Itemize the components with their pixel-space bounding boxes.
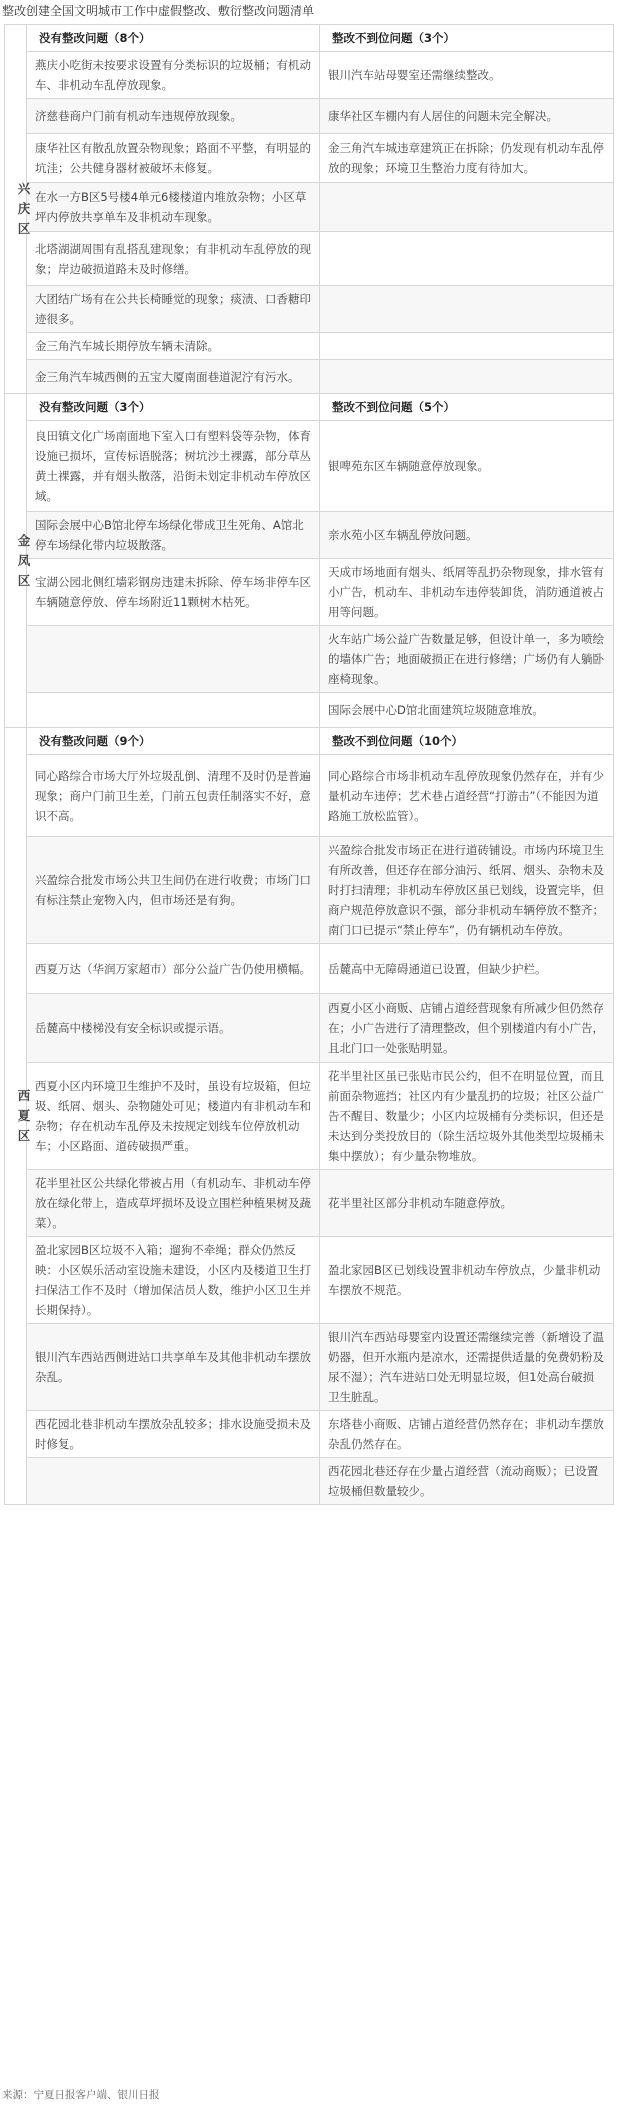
incomplete-issue-cell (320, 360, 614, 394)
incomplete-issue-cell: 岳麓高中无障碍通道已设置，但缺少护栏。 (320, 944, 614, 994)
table-row (5, 994, 614, 1063)
district-label: 金凤区 (17, 532, 31, 588)
unrectified-issue-cell: 金三角汽车城长期停放车辆未清除。 (27, 333, 320, 360)
incomplete-issue-cell: 银川汽车站母婴室还需继续整改。 (320, 52, 614, 99)
source-caption: 来源：宁夏日报客户端、银川日报 (2, 2089, 160, 2101)
unrectified-issue-cell: 康华社区有散乱放置杂物现象；路面不平整，有明显的坑洼；公共健身器材被破坏未修复。 (27, 134, 320, 183)
table-row (5, 232, 614, 286)
table-row (5, 360, 614, 394)
unrectified-issue-cell: 西夏小区内环境卫生维护不及时，虽设有垃圾箱，但垃圾、纸屑、烟头、杂物随处可见；楼道内有非机动车和杂物；存在机动车乱停及未按规定划线车位停放机动车；小区路面、道砖破损严重。 (27, 1063, 320, 1170)
incomplete-issue-cell: 银啤苑东区车辆随意停放现象。 (320, 421, 614, 512)
table-row (5, 837, 614, 944)
incomplete-issue-cell (320, 333, 614, 360)
unrectified-issue-cell: 大团结广场有在公共长椅睡觉的现象；痰渍、口香糖印迹很多。 (27, 286, 320, 333)
unrectified-issue-cell (27, 626, 320, 693)
table-row (5, 693, 614, 728)
unrectified-issue-cell: 在水一方B区5号楼4单元6楼楼道内堆放杂物；小区草坪内停放共享单车及非机动车现象。 (27, 183, 320, 232)
table-row (5, 134, 614, 183)
incomplete-issue-cell: 东塔巷小商贩、店铺占道经营仍然存在；非机动车摆放杂乱仍然存在。 (320, 1411, 614, 1458)
table-row (5, 1237, 614, 1324)
table-row (5, 286, 614, 333)
unrectified-issue-cell: 岳麓高中楼梯没有安全标识或提示语。 (27, 994, 320, 1063)
unrectified-issue-cell: 燕庆小吃街未按要求设置有分类标识的垃圾桶；有机动车、非机动车乱停放现象。 (27, 52, 320, 99)
incomplete-issue-cell: 银川汽车西站母婴室内设置还需继续完善（新增设了温奶器，但开水瓶内是凉水，还需提供适量的免费奶粉及尿不湿）；汽车进站口处无明显垃圾，但1处高台破损卫生脏乱。 (320, 1324, 614, 1411)
unrectified-issue-cell (27, 1458, 320, 1505)
unrectified-issue-cell: 金三角汽车城西侧的五宝大厦南面巷道泥泞有污水。 (27, 360, 320, 394)
incomplete-issue-cell: 国际会展中心D馆北面建筑垃圾随意堆放。 (320, 693, 614, 728)
unrectified-issue-cell: 国际会展中心B馆北停车场绿化带成卫生死角、A馆北停车场绿化带内垃圾散落。 (27, 512, 320, 559)
section-header-row (5, 394, 614, 421)
incomplete-issue-cell: 西夏小区小商贩、店铺占道经营现象有所减少但仍然存在；小广告进行了清理整改，但个别楼道内有小广告，且北门口一处张贴明显。 (320, 994, 614, 1063)
district-label: 西夏区 (17, 1088, 31, 1143)
unrectified-issue-cell: 西花园北巷非机动车摆放杂乱较多；排水设施受损未及时修复。 (27, 1411, 320, 1458)
unrectified-issue-cell: 宝湖公园北侧红墙彩钢房违建未拆除、停车场非停车区车辆随意停放、停车场附近11颗树木枯死。 (27, 559, 320, 626)
district-cell (5, 25, 31, 394)
incomplete-issue-cell: 花半里社区部分非机动车随意停放。 (320, 1170, 614, 1237)
incomplete-issue-cell: 同心路综合市场非机动车乱停放现象仍然存在，并有少量机动车违停；艺术巷占道经营“打游击”（不能因为道路施工放松监管）。 (320, 755, 614, 837)
unrectified-issue-cell: 花半里社区公共绿化带被占用（有机动车、非机动车停放在绿化带上，造成草坪损坏及设立围栏种植果树及蔬菜）。 (27, 1170, 320, 1237)
unrectified-issue-cell: 西夏万达（华润万家超市）部分公益广告仍使用横幅。 (27, 944, 320, 994)
incomplete-issue-cell (320, 183, 614, 232)
district-cell (5, 728, 31, 1505)
table-row (5, 421, 614, 512)
table-row (5, 183, 614, 232)
header-unrectified: 没有整改问题（9个） (27, 728, 320, 755)
table-row (5, 1063, 614, 1170)
table-row (5, 1170, 614, 1237)
unrectified-issue-cell: 盈北家园B区垃圾不入箱；遛狗不牵绳；群众仍然反映：小区娱乐活动室设施未建设，小区内及楼道卫生打扫保洁工作不及时（增加保洁员人数，维护小区卫生并长期保持）。 (27, 1237, 320, 1324)
unrectified-issue-cell: 银川汽车西站西侧进站口共享单车及其他非机动车摆放杂乱。 (27, 1324, 320, 1411)
table-row (5, 626, 614, 693)
page-title: 整改创建全国文明城市工作中虚假整改、敷衍整改问题清单 (2, 4, 315, 18)
incomplete-issue-cell: 西花园北巷还存在少量占道经营（流动商贩）；已设置垃圾桶但数量较少。 (320, 1458, 614, 1505)
table-row (5, 1324, 614, 1411)
district-label: 兴庆区 (17, 181, 31, 236)
incomplete-issue-cell: 花半里社区虽已张贴市民公约，但不在明显位置，而且前面杂物遮挡；社区内有少量乱扔的垃圾；社区公益广告不醒目、数量少；小区内垃圾桶有分类标识，但还是未达到分类投放目的（除生活垃圾外其他类型垃圾桶未集中摆放）；有少量杂物堆放。 (320, 1063, 614, 1170)
table-row (5, 944, 614, 994)
table-row (5, 52, 614, 99)
table-row (5, 1411, 614, 1458)
unrectified-issue-cell: 良田镇文化广场南面地下室入口有塑料袋等杂物，体育设施已损坏，宣传标语脱落；树坑沙土裸露，部分草丛黄土裸露，并有烟头散落，沿街未划定非机动车停放区域。 (27, 421, 320, 512)
incomplete-issue-cell (320, 286, 614, 333)
incomplete-issue-cell: 天成市场地面有烟头、纸屑等乱扔杂物现象，排水管有小广告，机动车、非机动车违停装卸货，消防通道被占用等问题。 (320, 559, 614, 626)
header-unrectified: 没有整改问题（3个） (27, 394, 320, 421)
incomplete-issue-cell: 火车站广场公益广告数量足够，但设计单一，多为喷绘的墙体广告；地面破损正在进行修缮；广场仍有人躺卧座椅现象。 (320, 626, 614, 693)
unrectified-issue-cell (27, 693, 320, 728)
table-row (5, 559, 614, 626)
header-incomplete: 整改不到位问题（5个） (320, 394, 614, 421)
table-row (5, 755, 614, 837)
table-row (5, 1458, 614, 1505)
table-row (5, 512, 614, 559)
section-header-row (5, 25, 614, 52)
table-row (5, 333, 614, 360)
unrectified-issue-cell: 兴盈综合批发市场公共卫生间仍在进行收费；市场门口有标注禁止宠物入内，但市场还是有狗。 (27, 837, 320, 944)
incomplete-issue-cell: 亲水苑小区车辆乱停放问题。 (320, 512, 614, 559)
table-row (5, 99, 614, 134)
incomplete-issue-cell: 康华社区车棚内有人居住的问题未完全解决。 (320, 99, 614, 134)
header-incomplete: 整改不到位问题（10个） (320, 728, 614, 755)
header-unrectified: 没有整改问题（8个） (27, 25, 320, 52)
incomplete-issue-cell: 兴盈综合批发市场正在进行道砖铺设。市场内环境卫生有所改善，但还存在部分油污、纸屑、烟头、杂物未及时打扫清理；非机动车停放区虽已划线，设置完毕，但商户规范停放意识不强，部分非机动车辆停放不整齐；南门口已提示“禁止停车”，仍有辆机动车停放。 (320, 837, 614, 944)
issue-table (4, 24, 614, 1505)
incomplete-issue-cell (320, 232, 614, 286)
district-cell (5, 394, 31, 728)
incomplete-issue-cell: 盈北家园B区已划线设置非机动车停放点，少量非机动车摆放不规范。 (320, 1237, 614, 1324)
unrectified-issue-cell: 济慈巷商户门前有机动车违规停放现象。 (27, 99, 320, 134)
section-header-row (5, 728, 614, 755)
unrectified-issue-cell: 北塔湖湖周围有乱搭乱建现象；有非机动车乱停放的现象；岸边破损道路未及时修缮。 (27, 232, 320, 286)
unrectified-issue-cell: 同心路综合市场大厅外垃圾乱倒、清理不及时仍是普遍现象；商户门前卫生差，门前五包责任制落实不好，意识不高。 (27, 755, 320, 837)
header-incomplete: 整改不到位问题（3个） (320, 25, 614, 52)
incomplete-issue-cell: 金三角汽车城违章建筑正在拆除；仍发现有机动车乱停放的现象；环境卫生整治力度有待加大。 (320, 134, 614, 183)
